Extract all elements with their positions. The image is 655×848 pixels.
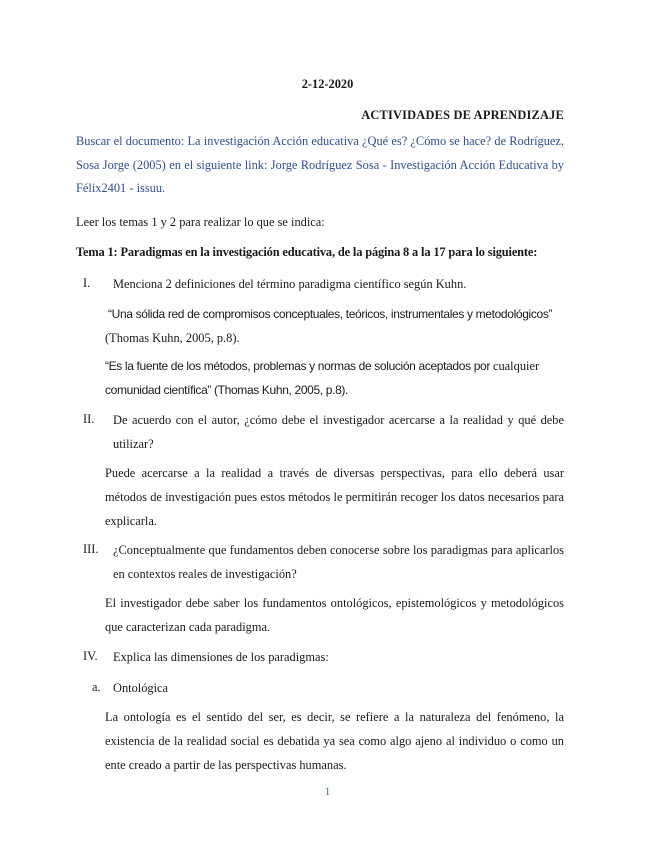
- question-number: II.: [83, 412, 95, 426]
- question-number: III.: [83, 542, 99, 556]
- date-heading: 2-12-2020: [301, 77, 354, 91]
- page-title: ACTIVIDADES DE APRENDIZAJE: [361, 108, 564, 122]
- sub-item-label: a.: [92, 680, 101, 694]
- answer-text: La ontología es el sentido del ser, es decir, se refiere a la naturaleza del fenómeno, la existencia de la realidad social es debatida ya sea como algo ajeno al individuo o como un ente creado a partir de las perspectivas humanas.: [105, 710, 564, 772]
- kuhn-quote-2: [105, 354, 564, 402]
- kuhn-quote-1: [105, 302, 567, 350]
- answer-text: Puede acercarse a la realidad a través de diversas perspectivas, para ello deberá usar métodos de investigación pues estos métodos le permitirán recoger los datos necesarios para explicarla.: [105, 466, 564, 528]
- question-text: Explica las dimensiones de los paradigmas:: [113, 650, 329, 664]
- kuhn-quote-2-text: “Es la fuente de los métodos, problemas y normas de solución aceptados por: [105, 359, 490, 373]
- kuhn-quote-2-citation: comunidad científica” (Thomas Kuhn, 2005, p.8).: [105, 383, 349, 397]
- question-text: ¿Conceptualmente que fundamentos deben conocerse sobre los paradigmas para aplicarlos en contextos reales de investigación?: [113, 543, 564, 581]
- kuhn-quote-1-citation: (Thomas Kuhn, 2005, p.8).: [105, 331, 240, 345]
- question-number: IV.: [83, 649, 98, 663]
- answer-text: El investigador debe saber los fundamentos ontológicos, epistemológicos y metodológicos que caracterizan cada paradigma.: [105, 596, 564, 634]
- question-text: Menciona 2 definiciones del término paradigma científico según Kuhn.: [113, 277, 467, 291]
- question-number: I.: [83, 276, 91, 290]
- sub-item-title: Ontológica: [113, 681, 169, 695]
- topic-heading: Tema 1: Paradigmas en la investigación educativa, de la página 8 a la 17 para lo siguiente:: [76, 245, 538, 259]
- instruction-text: Leer los temas 1 y 2 para realizar lo que se indica:: [76, 215, 325, 229]
- page-number: 1: [324, 784, 331, 798]
- kuhn-quote-2-continuation: cualquier: [492, 359, 540, 373]
- intro-paragraph: Buscar el documento: La investigación Acción educativa ¿Qué es? ¿Cómo se hace? de Rodríguez, Sosa Jorge (2005) en el siguiente link: Jorge Rodríguez Sosa - Investigación Acción Educativa by Félix2401 - issuu.: [76, 134, 564, 195]
- kuhn-quote-1-text: “Una sólida red de compromisos conceptuales, teóricos, instrumentales y metodológicos”: [108, 307, 553, 321]
- question-text: De acuerdo con el autor, ¿cómo debe el investigador acercarse a la realidad y qué debe utilizar?: [113, 413, 564, 451]
